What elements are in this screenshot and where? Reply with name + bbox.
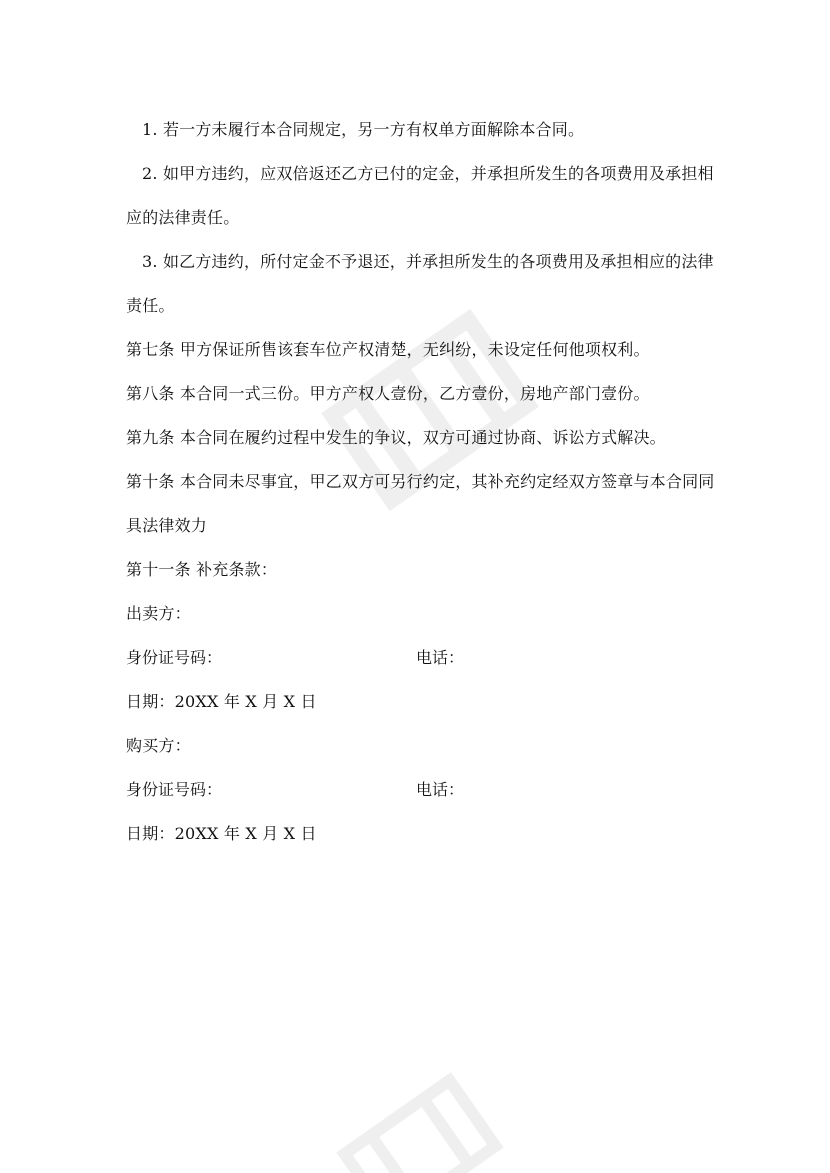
article-11: 第十一条 补充条款： (126, 560, 278, 579)
seller-date: 日期：20XX 年 X 月 X 日 (126, 692, 317, 711)
buyer-label: 购买方： (126, 736, 191, 755)
seller-id-row (126, 636, 716, 680)
clause-3: 3. 如乙方违约，所付定金不予退还，并承担所发生的各项费用及承担相应的法律责任。 (126, 252, 714, 315)
seller-label: 出卖方： (126, 604, 191, 623)
article-8: 第八条 本合同一式三份。甲方产权人壹份，乙方壹份，房地产部门壹份。 (126, 384, 650, 403)
article-10: 第十条 本合同未尽事宜，甲乙双方可另行约定，其补充约定经双方签章与本合同同具法律效力 (126, 472, 715, 535)
watermark-stamp-icon (320, 1050, 520, 1173)
article-7: 第七条 甲方保证所售该套车位产权清楚，无纠纷，未设定任何他项权利。 (126, 340, 650, 359)
clause-1: 1. 若一方未履行本合同规定，另一方有权单方面解除本合同。 (142, 120, 585, 139)
seller-phone-label: 电话： (416, 648, 465, 667)
contract-body (126, 108, 716, 856)
buyer-id-row (126, 768, 716, 812)
article-9: 第九条 本合同在履约过程中发生的争议，双方可通过协商、诉讼方式解决。 (126, 428, 666, 447)
seller-id-label: 身份证号码： (126, 648, 223, 667)
clause-2: 2. 如甲方违约，应双倍返还乙方已付的定金，并承担所发生的各项费用及承担相应的法律责任。 (126, 164, 714, 227)
buyer-phone-label: 电话： (416, 780, 465, 799)
buyer-id-label: 身份证号码： (126, 780, 223, 799)
buyer-date: 日期：20XX 年 X 月 X 日 (126, 824, 317, 843)
